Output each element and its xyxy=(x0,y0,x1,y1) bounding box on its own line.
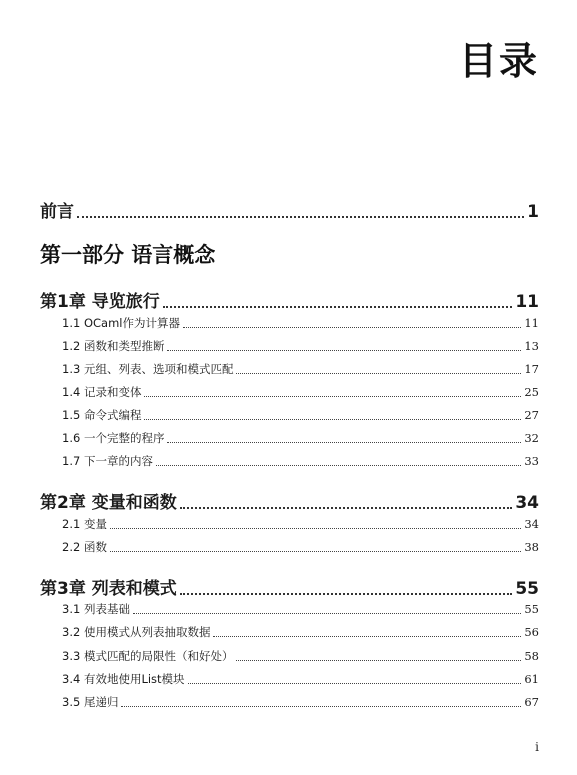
toc-section[interactable] xyxy=(62,453,539,469)
dot-leader xyxy=(180,593,513,595)
toc-section-page: 38 xyxy=(524,540,539,554)
page-number: i xyxy=(535,740,539,754)
dot-leader xyxy=(167,350,521,351)
toc-section[interactable] xyxy=(62,516,539,532)
toc-chapter-label: 第2章 变量和函数 xyxy=(40,493,177,513)
dot-leader xyxy=(188,683,522,684)
toc-section-page: 32 xyxy=(524,431,539,445)
dot-leader xyxy=(77,216,524,218)
toc-section-label: 2.1 变量 xyxy=(62,517,107,531)
toc-section[interactable] xyxy=(62,361,539,377)
toc-section-page: 25 xyxy=(524,385,539,399)
toc-section-label: 1.1 OCaml作为计算器 xyxy=(62,316,180,330)
toc-chapter-label: 第3章 列表和模式 xyxy=(40,579,177,599)
toc-section-label: 3.4 有效地使用List模块 xyxy=(62,672,185,686)
toc-chapter-page: 55 xyxy=(515,579,539,599)
dot-leader xyxy=(236,373,521,374)
dot-leader xyxy=(213,636,521,637)
toc-section[interactable] xyxy=(62,671,539,687)
toc-section-label: 3.3 模式匹配的局限性（和好处） xyxy=(62,649,234,663)
toc-chapter-page: 11 xyxy=(515,292,539,312)
toc-chapter-2[interactable] xyxy=(40,488,539,513)
toc-section-page: 13 xyxy=(524,339,539,353)
toc-section-label: 1.6 一个完整的程序 xyxy=(62,431,165,445)
dot-leader xyxy=(163,306,513,308)
toc-entry-page: 1 xyxy=(527,202,539,222)
toc-section[interactable] xyxy=(62,338,539,354)
dot-leader xyxy=(156,465,521,466)
toc-section-label: 3.2 使用模式从列表抽取数据 xyxy=(62,625,211,639)
toc-section-label: 1.3 元组、列表、选项和模式匹配 xyxy=(62,362,234,376)
toc-chapter-3[interactable] xyxy=(40,574,539,599)
toc-chapter-1[interactable] xyxy=(40,287,539,312)
toc-section-label: 1.4 记录和变体 xyxy=(62,385,142,399)
toc-entry-preface[interactable] xyxy=(40,197,539,222)
toc-section-label: 1.5 命令式编程 xyxy=(62,408,142,422)
dot-leader xyxy=(183,327,521,328)
toc-section-page: 61 xyxy=(524,672,539,686)
dot-leader xyxy=(133,613,521,614)
toc-section-page: 56 xyxy=(524,625,539,639)
toc-section[interactable] xyxy=(62,430,539,446)
toc-section[interactable] xyxy=(62,694,539,710)
part-heading: 第一部分 语言概念 xyxy=(40,243,216,267)
toc-section-page: 17 xyxy=(524,362,539,376)
toc-section-label: 2.2 函数 xyxy=(62,540,107,554)
toc-section-label: 3.5 尾递归 xyxy=(62,695,119,709)
toc-section-label: 1.2 函数和类型推断 xyxy=(62,339,165,353)
page-title: 目录 xyxy=(458,39,539,83)
toc-section[interactable] xyxy=(62,384,539,400)
dot-leader xyxy=(167,442,521,443)
dot-leader xyxy=(236,660,521,661)
toc-section-page: 55 xyxy=(524,602,539,616)
toc-chapter-label: 第1章 导览旅行 xyxy=(40,292,160,312)
dot-leader xyxy=(144,419,521,420)
toc-section-page: 11 xyxy=(524,316,539,330)
dot-leader xyxy=(110,528,521,529)
toc-section[interactable] xyxy=(62,648,539,664)
toc-section[interactable] xyxy=(62,539,539,555)
dot-leader xyxy=(110,551,521,552)
toc-section[interactable] xyxy=(62,601,539,617)
toc-section-page: 33 xyxy=(524,454,539,468)
dot-leader xyxy=(121,706,521,707)
dot-leader xyxy=(180,507,513,509)
dot-leader xyxy=(144,396,521,397)
toc-entry-label: 前言 xyxy=(40,202,74,222)
toc-chapter-page: 34 xyxy=(515,493,539,513)
toc-section-page: 27 xyxy=(524,408,539,422)
toc-section-page: 67 xyxy=(524,695,539,709)
toc-section-page: 58 xyxy=(524,649,539,663)
toc-section[interactable] xyxy=(62,624,539,640)
toc-section-label: 3.1 列表基础 xyxy=(62,602,130,616)
toc-section[interactable] xyxy=(62,315,539,331)
toc-section[interactable] xyxy=(62,407,539,423)
toc-section-label: 1.7 下一章的内容 xyxy=(62,454,153,468)
toc-section-page: 34 xyxy=(524,517,539,531)
